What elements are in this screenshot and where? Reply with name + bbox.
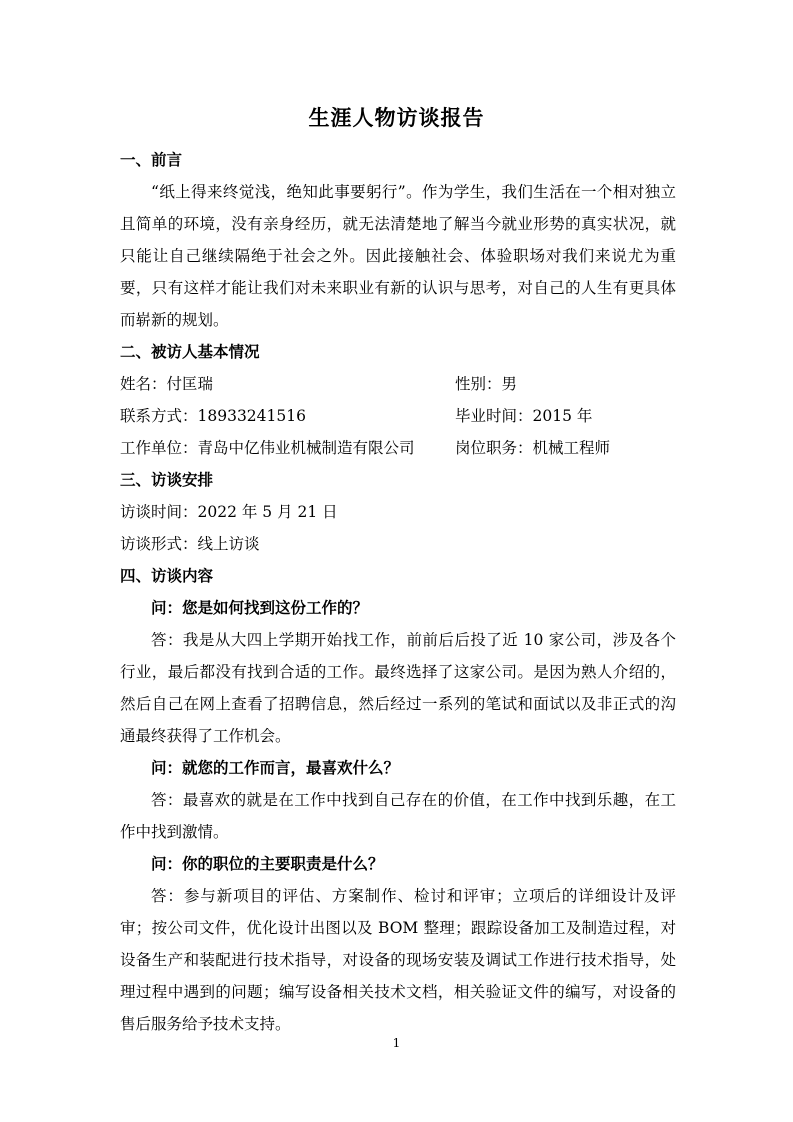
question-2: 问：就您的工作而言，最喜欢什么？ bbox=[151, 759, 400, 777]
interviewee-contact: 联系方式：18933241516 bbox=[120, 407, 306, 425]
interviewee-position: 岗位职务：机械工程师 bbox=[455, 439, 611, 457]
info-row-1 bbox=[120, 368, 676, 400]
section-heading-arrangement: 三、访谈安排 bbox=[120, 471, 214, 489]
page-number: 1 bbox=[392, 1036, 401, 1050]
preface-paragraph: “纸上得来终觉浅，绝知此事要躬行”。作为学生，我们生活在一个相对独立且简单的环境，没有亲身经历，就无法清楚地了解当今就业形势的真实状况，就只能让自己继续隔绝于社会之外。因此接触社会、体验职场对我们来说尤为重要，只有这样才能让我们对未来职业有新的认识与思考，对自己的人生有更具体而崭新的规划。 bbox=[120, 183, 676, 329]
info-row-2 bbox=[120, 400, 676, 432]
interviewee-gender: 性别：男 bbox=[455, 375, 518, 393]
answer-2: 答：最喜欢的就是在工作中找到自己存在的价值，在工作中找到乐趣，在工作中找到激情。 bbox=[120, 791, 676, 841]
interviewee-employer: 工作单位：青岛中亿伟业机械制造有限公司 bbox=[120, 439, 415, 457]
info-row-3 bbox=[120, 432, 676, 464]
document-title: 生涯人物访谈报告 bbox=[308, 106, 485, 130]
section-heading-interviewee: 二、被访人基本情况 bbox=[120, 343, 260, 361]
interviewee-graduation: 毕业时间：2015 年 bbox=[455, 407, 593, 425]
interview-time: 访谈时间：2022 年 5 月 21 日 bbox=[120, 503, 338, 521]
section-heading-preface: 一、前言 bbox=[120, 151, 183, 169]
answer-3: 答：参与新项目的评估、方案制作、检讨和评审；立项后的详细设计及评审；按公司文件，优化设计出图以及 BOM 整理；跟踪设备加工及制造过程，对设备生产和装配进行技术指导，对设备的现场安装及调试工作进行技术指导，处理过程中遇到的问题；编写设备相关技术文档，相关验证文件的编写，对设备的售后服务给予技术支持。 bbox=[120, 887, 676, 1033]
question-3: 问：你的职位的主要职责是什么？ bbox=[151, 855, 384, 873]
question-1: 问：您是如何找到这份工作的？ bbox=[151, 599, 369, 617]
interviewee-name: 姓名：付匡瑞 bbox=[120, 375, 214, 393]
document-body bbox=[120, 144, 676, 1040]
section-heading-content: 四、访谈内容 bbox=[120, 567, 214, 585]
interview-format: 访谈形式：线上访谈 bbox=[120, 535, 260, 553]
answer-1: 答：我是从大四上学期开始找工作，前前后后投了近 10 家公司，涉及各个行业，最后都没有找到合适的工作。最终选择了这家公司。是因为熟人介绍的，然后自己在网上查看了招聘信息，然后经过一系列的笔试和面试以及非正式的沟通最终获得了工作机会。 bbox=[120, 631, 676, 745]
